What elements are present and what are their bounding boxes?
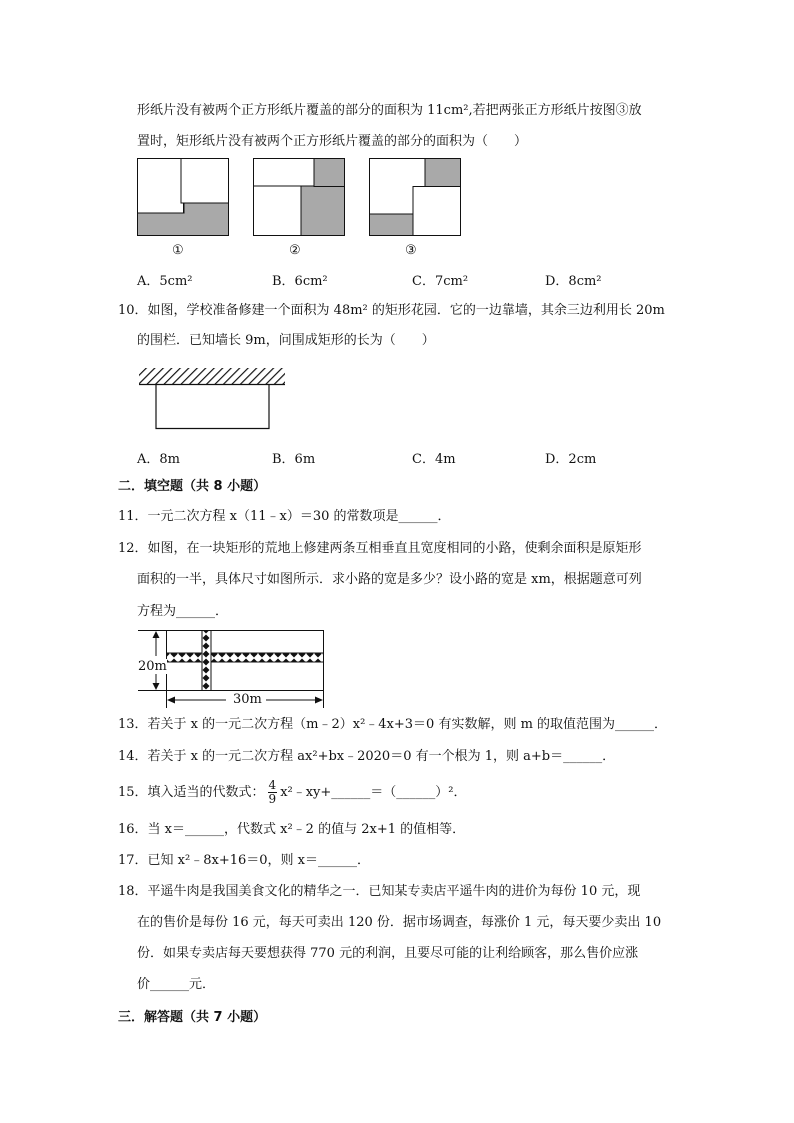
q10-option-a: A．8m	[137, 452, 180, 467]
q9-option-d: D．8cm²	[545, 274, 602, 289]
q16-text: 16．当 x＝______，代数式 x²﹣2 的值与 2x+1 的值相等．	[118, 822, 466, 837]
q10-wall-figure	[137, 368, 287, 432]
q9-line-2: 置时，矩形纸片没有被两个正方形纸片覆盖的部分的面积为（ ）	[137, 134, 528, 149]
q18-line-4: 价______元．	[137, 977, 216, 992]
q10-line-1: 10．如图，学校准备修建一个面积为 48m² 的矩形花园．它的一边靠墙，其余三边利用长 20m	[118, 303, 665, 318]
q10-option-d: D．2cm	[545, 452, 597, 467]
q9-line-1: 形纸片没有被两个正方形纸片覆盖的部分的面积为 11cm²,若把两张正方形纸片按图③放	[137, 103, 642, 118]
q18-line-2: 在的售价是每份 16 元，每天可卖出 120 份．据市场调查，每涨价 1 元，每天要少卖出 10	[137, 915, 662, 930]
q15-suffix: x²﹣xy+______＝（______）²．	[280, 785, 467, 800]
q17-text: 17．已知 x²﹣8x+16＝0，则 x＝______．	[118, 853, 370, 868]
q15-text	[118, 776, 467, 810]
q12-height-label: 20m	[138, 659, 167, 674]
q18-line-3: 份．如果专卖店每天要想获得 770 元的利润，且要尽可能的让利给顾客，那么售价应涨	[137, 946, 639, 961]
q9-figure-3	[369, 158, 461, 238]
q10-line-2: 的围栏．已知墙长 9m，问围成矩形的长为（ ）	[137, 333, 435, 348]
q12-line-3: 方程为______．	[137, 604, 229, 619]
q15-frac-numerator: 4	[268, 778, 277, 792]
q12-line-1: 12．如图，在一块矩形的荒地上修建两条互相垂直且宽度相同的小路，使剩余面积是原矩形	[118, 541, 642, 556]
q9-figure-1	[137, 158, 229, 238]
q10-option-b: B．6m	[272, 452, 316, 467]
q9-figure-2	[253, 158, 345, 238]
q9-option-a: A．5cm²	[137, 274, 193, 289]
q15-prefix: 15．填入适当的代数式：	[118, 785, 265, 800]
q15-fraction	[268, 779, 278, 806]
q11-text: 11．一元二次方程 x（11﹣x）＝30 的常数项是______．	[118, 509, 451, 524]
q12-line-2: 面积的一半，具体尺寸如图所示．求小路的宽是多少？设小路的宽是 xm，根据题意可列	[137, 572, 642, 587]
section-fill-in-heading: 二．填空题（共 8 小题）	[118, 479, 267, 494]
q9-option-b: B．6cm²	[272, 274, 328, 289]
q9-option-c: C．7cm²	[412, 274, 469, 289]
q9-figure-3-label: ③	[405, 243, 417, 258]
q14-text: 14．若关于 x 的一元二次方程 ax²+bx﹣2020＝0 有一个根为 1，则 a+b＝______．	[118, 749, 616, 764]
q18-line-1: 18．平遥牛肉是我国美食文化的精华之一．已知某专卖店平遥牛肉的进价为每份 10 元，现	[118, 884, 641, 899]
q13-text: 13．若关于 x 的一元二次方程（m﹣2）x²﹣4x+3＝0 有实数解，则 m 的取值范围为______．	[118, 717, 668, 732]
q10-option-c: C．4m	[412, 452, 456, 467]
section-answer-heading: 三．解答题（共 7 小题）	[118, 1010, 267, 1025]
q15-frac-denominator: 9	[268, 792, 277, 806]
q9-figure-2-label: ②	[289, 243, 301, 258]
q12-width-label: 30m	[233, 692, 262, 707]
q9-figure-1-label: ①	[172, 243, 184, 258]
